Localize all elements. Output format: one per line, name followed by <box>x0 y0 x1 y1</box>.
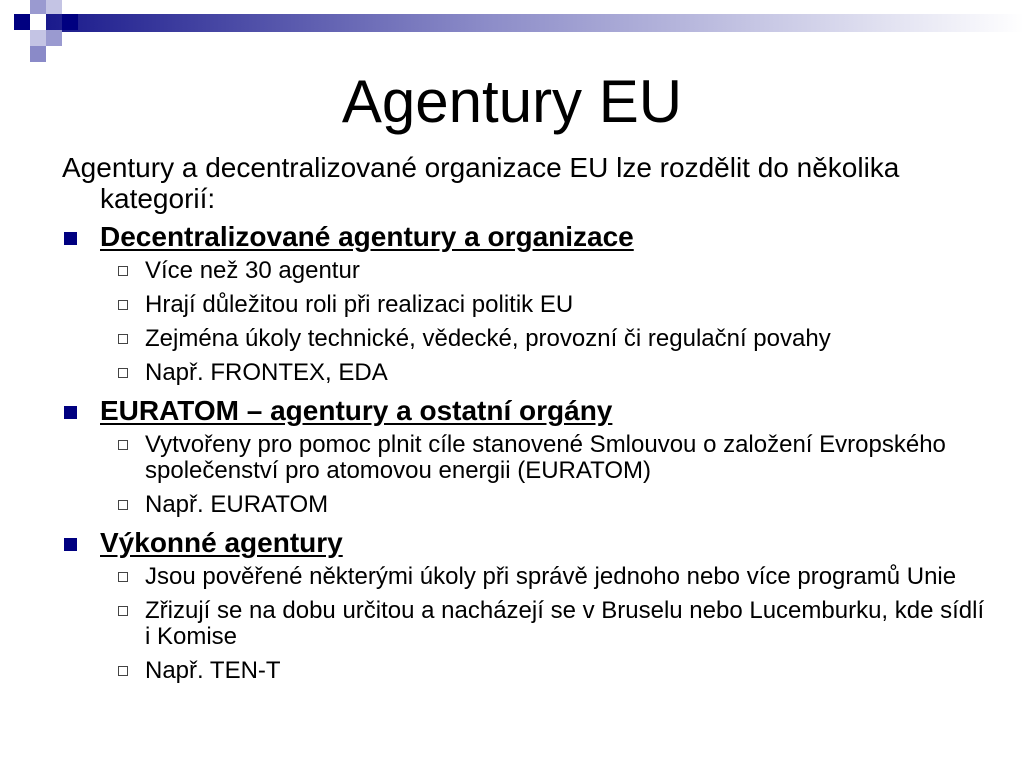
list-item-text: Jsou pověřené některými úkoly při správě jednoho nebo více programů Unie <box>145 563 957 590</box>
slide-title: Agentury EU <box>341 68 683 135</box>
section-heading-label: Decentralizované agentury a organizace <box>100 221 634 252</box>
list-item <box>62 432 992 484</box>
header-square-1 <box>14 14 30 30</box>
list-item-text: Např. TEN-T <box>145 657 281 684</box>
header-gradient-bar <box>46 14 1024 32</box>
list-item-text: Zejména úkoly technické, vědecké, provozní či regulační povahy <box>145 325 831 352</box>
list-item <box>62 492 992 518</box>
section-heading-label: EURATOM – agentury a ostatní orgány <box>100 395 613 426</box>
header-square-5 <box>46 30 62 46</box>
section-executive <box>62 526 992 684</box>
sub-list <box>62 432 992 518</box>
square-bullet-icon <box>64 232 77 245</box>
list-item-text: Více než 30 agentur <box>145 257 360 284</box>
list-item <box>62 658 992 684</box>
list-item-text: Např. EURATOM <box>145 491 329 518</box>
sub-list <box>62 564 992 684</box>
hollow-square-bullet-icon <box>118 300 128 310</box>
list-item <box>62 292 992 318</box>
section-euratom <box>62 394 992 518</box>
hollow-square-bullet-icon <box>118 334 128 344</box>
list-item-text: Vytvořeny pro pomoc plnit cíle stanovené Smlouvou o založení Evropského společenství pro atomovou energii (EURATOM) <box>145 431 946 484</box>
sub-list <box>62 258 992 386</box>
hollow-square-bullet-icon <box>118 440 128 450</box>
hollow-square-bullet-icon <box>118 666 128 676</box>
header-decoration <box>0 0 1024 64</box>
list-item-text: Hrají důležitou roli při realizaci politik EU <box>145 291 574 318</box>
list-item-text: Např. FRONTEX, EDA <box>145 359 388 386</box>
section-heading-label: Výkonné agentury <box>100 527 343 558</box>
intro-text: Agentury a decentralizované organizace EU lze rozdělit do několika kategorií: <box>62 152 900 214</box>
list-item <box>62 598 992 650</box>
hollow-square-bullet-icon <box>118 606 128 616</box>
section-heading <box>62 220 992 254</box>
slide-content <box>62 152 992 692</box>
list-item <box>62 564 992 590</box>
list-item-text: Zřizují se na dobu určitou a nacházejí se v Bruselu nebo Lucemburku, kde sídlí i Komise <box>145 597 985 650</box>
section-list <box>62 220 992 684</box>
section-heading <box>62 394 992 428</box>
hollow-square-bullet-icon <box>118 500 128 510</box>
hollow-square-bullet-icon <box>118 572 128 582</box>
hollow-square-bullet-icon <box>118 368 128 378</box>
header-square-3 <box>46 0 62 14</box>
header-square-7 <box>30 46 46 62</box>
section-decentralized <box>62 220 992 386</box>
square-bullet-icon <box>64 538 77 551</box>
hollow-square-bullet-icon <box>118 266 128 276</box>
list-item <box>62 326 992 352</box>
header-square-2 <box>30 0 46 14</box>
header-square-6 <box>62 14 78 30</box>
list-item <box>62 360 992 386</box>
header-square-4 <box>30 30 46 46</box>
section-heading <box>62 526 992 560</box>
square-bullet-icon <box>64 406 77 419</box>
list-item <box>62 258 992 284</box>
